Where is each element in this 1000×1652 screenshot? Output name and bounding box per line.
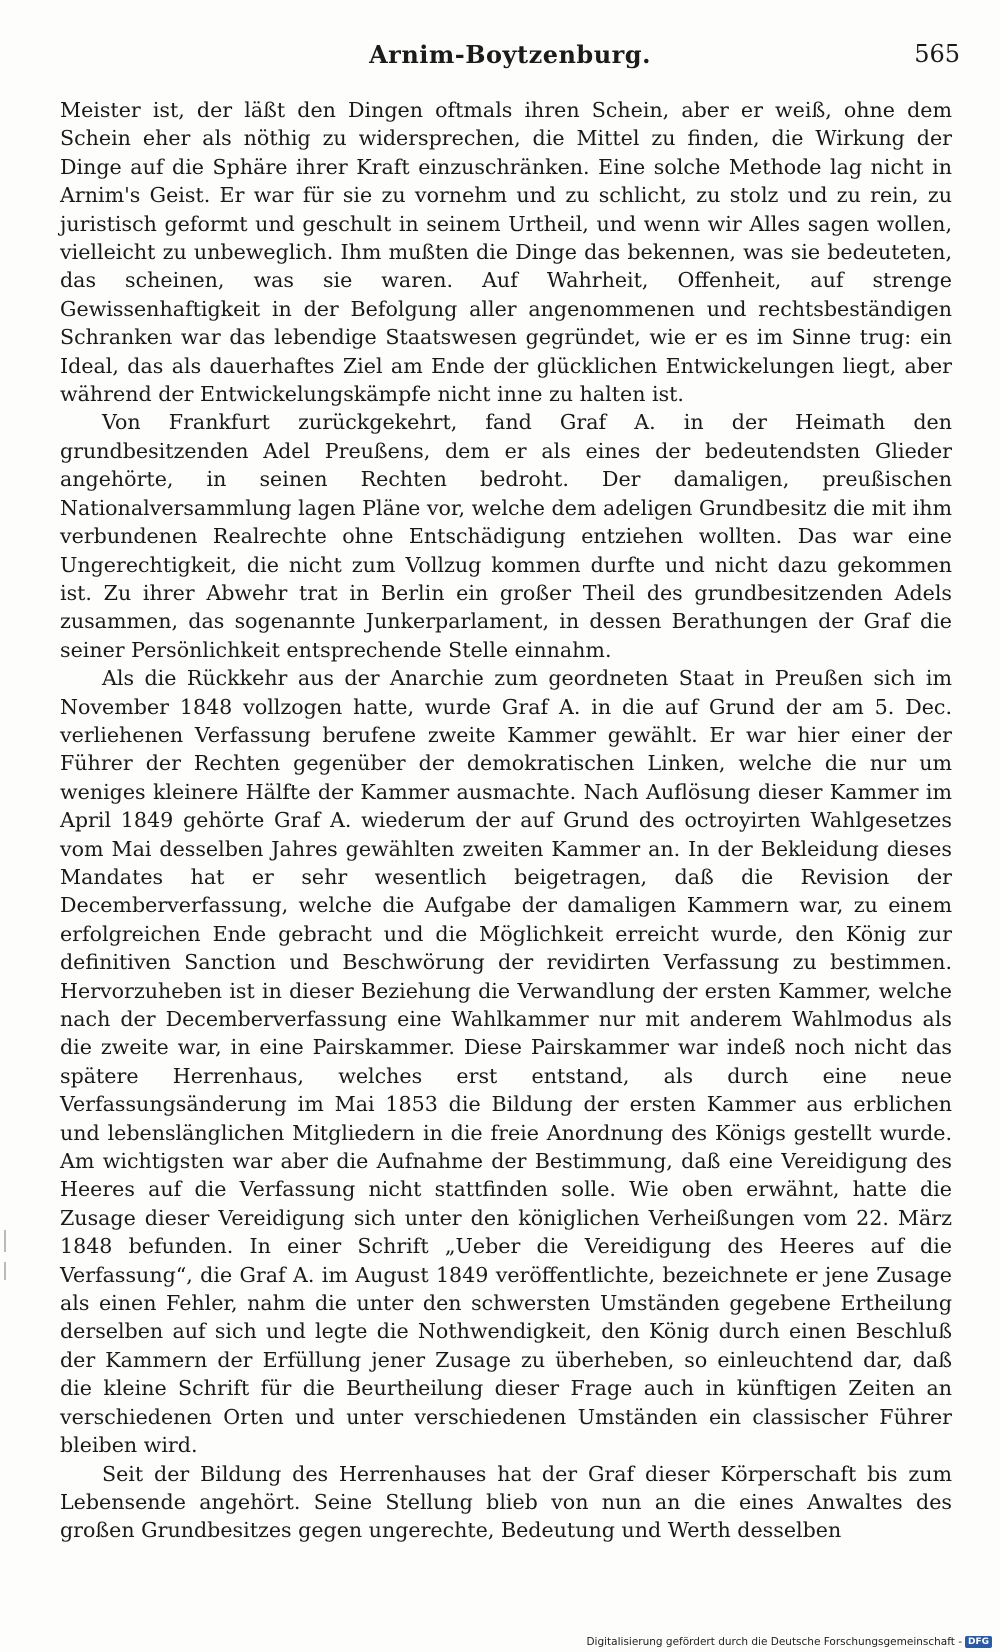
- scan-edge-mark: [4, 1262, 6, 1280]
- running-head: Arnim-Boytzenburg.: [369, 40, 651, 69]
- scan-edge-mark: [4, 1230, 6, 1252]
- paragraph-2: Von Frankfurt zurückgekehrt, fand Graf A. in der Heimath den grundbesitzenden Adel Preußens, dem er als eines der bedeutendsten Glieder angehörte, in seinen Rechten bedroht. Der damaligen, preußischen Nationalversammlung lagen Pläne vor, welche dem adeligen Grundbesitz die mit ihm verbundenen Realrechte ohne Entschädigung entziehen wollten. Das war eine Ungerechtigkeit, die nicht zum Vollzug kommen durfte und nicht dazu gekommen ist. Zu ihrer Abwehr trat in Berlin ein großer Theil des grundbesitzenden Adels zusammen, das sogenannte Junkerparlament, in dessen Berathungen der Graf die seiner Persönlichkeit entsprechende Stelle einnahm.: [60, 410, 952, 662]
- dfg-logo-icon: DFG: [965, 1636, 992, 1648]
- paragraph-4: Seit der Bildung des Herrenhauses hat der Graf dieser Körperschaft bis zum Lebensende angehört. Seine Stellung blieb von nun an die eines Anwaltes des großen Grundbesitzes gegen ungerechte, Bedeutung und Werth desselben: [60, 1461, 952, 1543]
- page-header: [60, 40, 960, 80]
- page-number: 565: [914, 40, 960, 68]
- credit-text: Digitalisierung gefördert durch die Deutsche Forschungsgemeinschaft -: [586, 1636, 962, 1648]
- paragraph-1: Meister ist, der läßt den Dingen oftmals ihren Schein, aber er weiß, ohne dem Schein eher als nöthig zu widersprechen, die Mittel zu finden, die Wirkung der Dinge auf die Sphäre ihrer Kraft einzuschränken. Eine solche Methode lag nicht in Arnim's Geist. Er war für sie zu vornehm und zu schlicht, zu stolz und zu rein, zu juristisch geformt und geschult in seinem Urtheil, und wenn wir Alles sagen wollen, vielleicht zu unbeweglich. Ihm mußten die Dinge das bekennen, was sie bedeuteten, das scheinen, was sie waren. Auf Wahrheit, Offenheit, auf strenge Gewissenhaftigkeit in der Befolgung aller angenommenen und rechtsbeständigen Schranken war das lebendige Staatswesen gegründet, wie er es im Sinne trug: ein Ideal, das als dauerhaftes Ziel am Ende der glücklichen Entwickelungen liegt, aber während der Entwickelungskämpfe nicht inne zu halten ist.: [60, 98, 952, 407]
- body-text: [60, 96, 952, 1545]
- digitization-credit: [586, 1636, 992, 1648]
- paragraph-3: Als die Rückkehr aus der Anarchie zum geordneten Staat in Preußen sich im November 1848 vollzogen hatte, wurde Graf A. in die auf Grund der am 5. Dec. verliehenen Verfassung berufene zweite Kammer gewählt. Er war hier einer der Führer der Rechten gegenüber der demokratischen Linken, welche die nur um weniges kleinere Hälfte der Kammer ausmachte. Nach Auflösung dieser Kammer im April 1849 gehörte Graf A. wiederum der auf Grund des octroyirten Wahlgesetzes vom Mai desselben Jahres gewählten zweiten Kammer an. In der Bekleidung dieses Mandates hat er sehr wesentlich beigetragen, daß die Revision der Decemberverfassung, welche die Aufgabe der damaligen Kammern war, zu einem erfolgreichen Ende gebracht und die Möglichkeit erreicht wurde, den König zur definitiven Sanction und Beschwörung der revidirten Verfassung zu bestimmen. Hervorzuheben ist in dieser Beziehung die Verwandlung der ersten Kammer, welche nach der Decemberverfassung eine Wahlkammer nur mit anderem Wahlmodus als die zweite war, in eine Pairskammer. Diese Pairskammer war indeß noch nicht das spätere Herrenhaus, welches erst entstand, als durch eine neue Verfassungsänderung im Mai 1853 die Bildung der ersten Kammer aus erblichen und lebenslänglichen Mitgliedern in die freie Anordnung des Königs gestellt wurde. Am wichtigsten war aber die Aufnahme der Bestimmung, daß eine Vereidigung des Heeres auf die Verfassung nicht stattfinden solle. Wie oben erwähnt, hatte die Zusage dieser Vereidigung sich unter den königlichen Verheißungen vom 22. März 1848 befunden. In einer Schrift „Ueber die Vereidigung des Heeres auf die Verfassung“, die Graf A. im August 1849 veröffentlichte, bezeichnete er jene Zusage als einen Fehler, nahm die unter den schwersten Umständen gegebene Ertheilung derselben auf sich und legte die Nothwendigkeit, den König durch einen Beschluß der Kammern der Erfüllung jener Zusage zu überheben, so einleuchtend dar, daß die kleine Schrift für die Beurtheilung dieser Frage auch in künftigen Zeiten an verschiedenen Orten und unter verschiedenen Umständen ein classischer Führer bleiben wird.: [60, 666, 952, 1458]
